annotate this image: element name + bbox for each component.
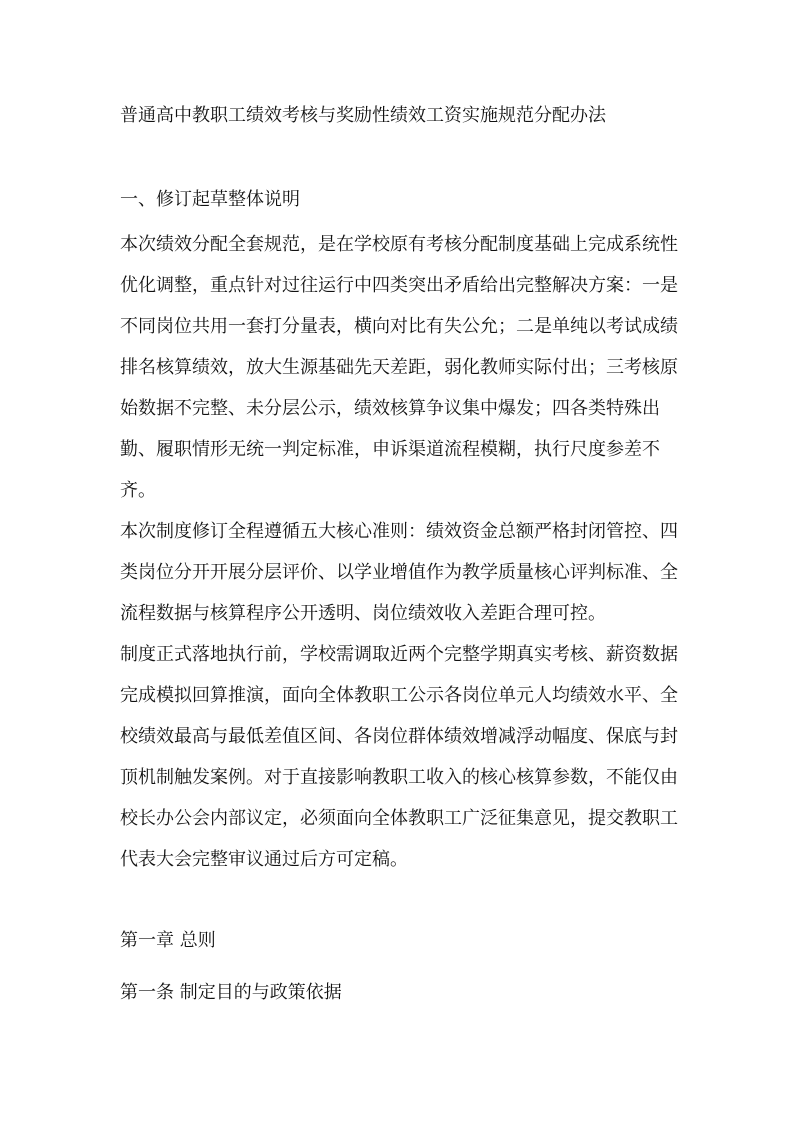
paragraph: 本次制度修订全程遵循五大核心准则：绩效资金总额严格封闭管控、四类岗位分开开展分层评价、以学业增值作为教学质量核心评判标准、全流程数据与核算程序公开透明、岗位绩效收入差距合理可控。 — [120, 521, 678, 624]
article-heading: 第一条 制定目的与政策依据 — [120, 982, 342, 1003]
document-title: 普通高中教职工绩效考核与奖励性绩效工资实施规范分配办法 — [120, 105, 606, 126]
document-body — [120, 224, 680, 880]
paragraph: 本次绩效分配全套规范，是在学校原有考核分配制度基础上完成系统性优化调整，重点针对过往运行中四类突出矛盾给出完整解决方案：一是不同岗位共用一套打分量表，横向对比有失公允；二是单纯以考试成绩排名核算绩效，放大生源基础先天差距，弱化教师实际付出；三考核原始数据不完整、未分层公示，绩效核算争议集中爆发；四各类特殊出勤、履职情形无统一判定标准，申诉渠道流程模糊，执行尺度参差不齐。 — [120, 234, 678, 501]
section-heading: 一、修订起草整体说明 — [120, 189, 300, 210]
chapter-heading: 第一章 总则 — [120, 930, 216, 951]
paragraph: 制度正式落地执行前，学校需调取近两个完整学期真实考核、薪资数据完成模拟回算推演，面向全体教职工公示各岗位单元人均绩效水平、全校绩效最高与最低差值区间、各岗位群体绩效增减浮动幅度、保底与封顶机制触发案例。对于直接影响教职工收入的核心核算参数，不能仅由校长办公会内部议定，必须面向全体教职工广泛征集意见，提交教职工代表大会完整审议通过后方可定稿。 — [120, 644, 678, 870]
